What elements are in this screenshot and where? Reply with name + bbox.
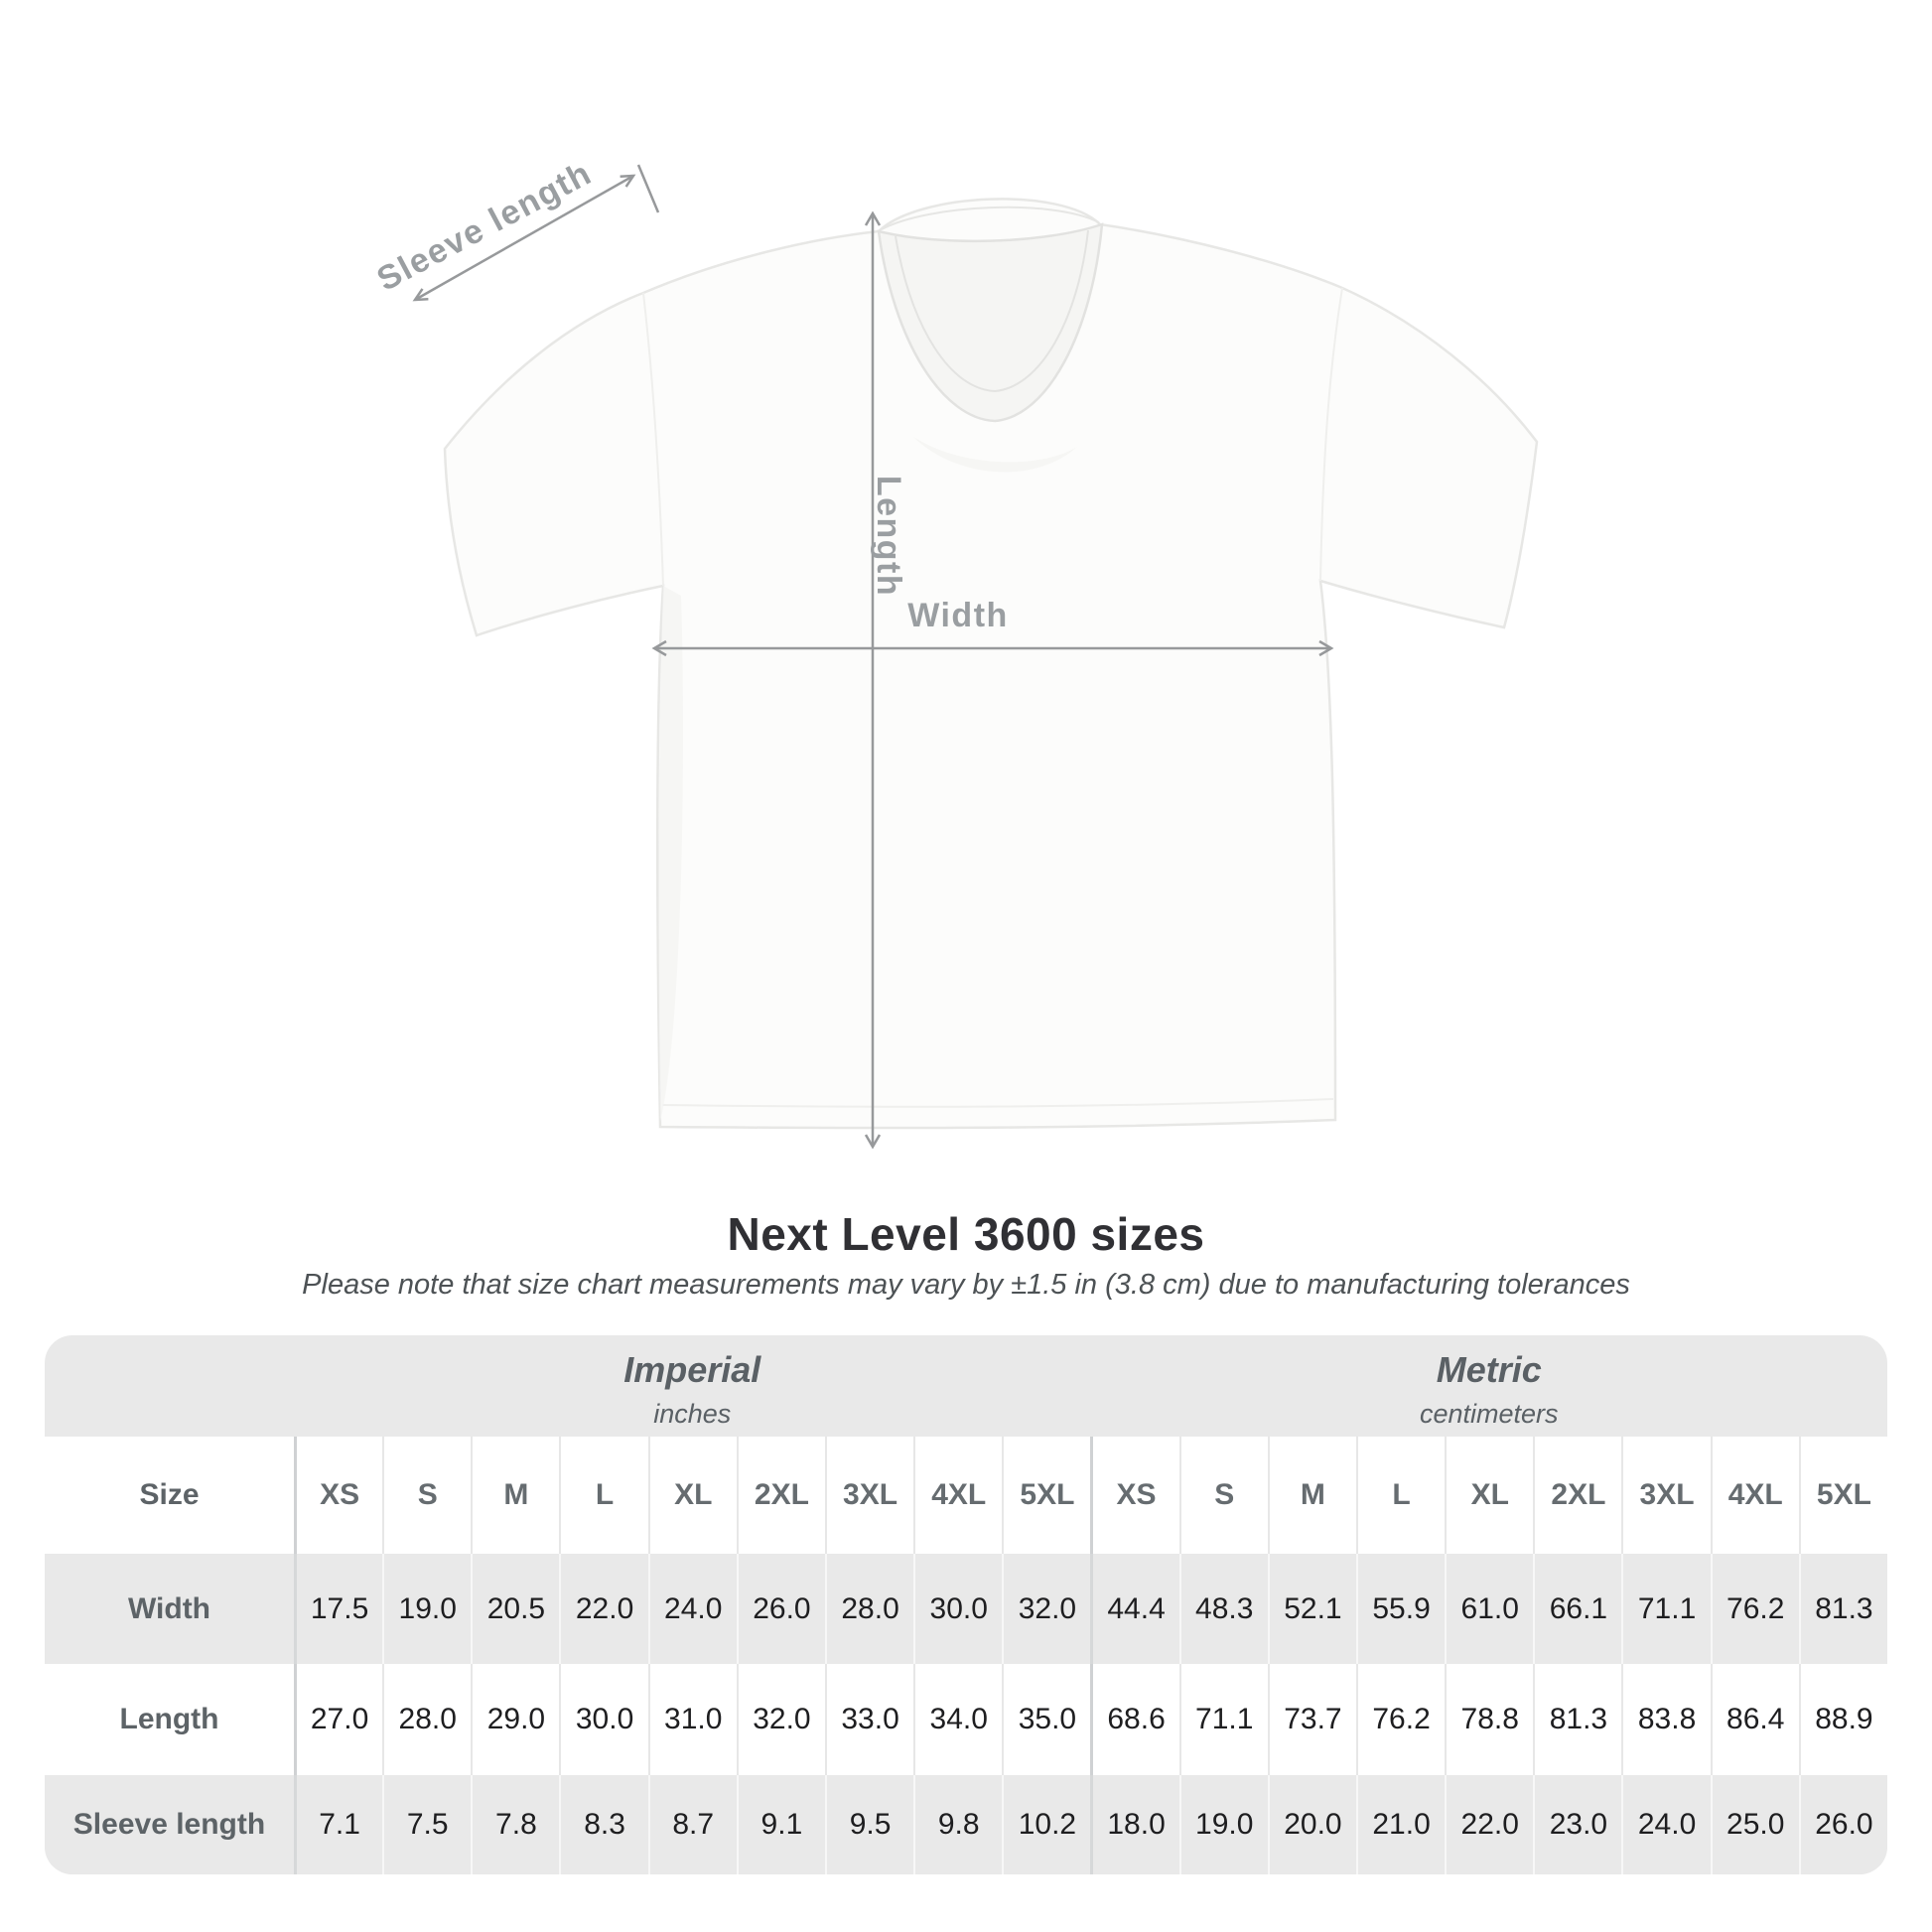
table-cell: 20.5 (471, 1554, 559, 1664)
table-cell: 48.3 (1179, 1554, 1268, 1664)
table-cell: 9.1 (737, 1775, 825, 1874)
table-cell: 23.0 (1533, 1775, 1621, 1874)
size-head-imperial-s: S (382, 1437, 471, 1554)
width-label: Width (907, 597, 1009, 634)
table-cell: 25.0 (1711, 1775, 1799, 1874)
table-cell: 71.1 (1179, 1664, 1268, 1775)
table-row-width (45, 1554, 1887, 1664)
table-cell: 20.0 (1268, 1775, 1356, 1874)
table-cell: 9.5 (825, 1775, 913, 1874)
tshirt-diagram-svg (357, 119, 1608, 1211)
size-head-imperial-l: L (559, 1437, 647, 1554)
unit-group-metric (1091, 1335, 1888, 1430)
row-label: Width (127, 1591, 211, 1625)
size-head-imperial-5xl: 5XL (1002, 1437, 1090, 1554)
table-cell: 21.0 (1356, 1775, 1445, 1874)
table-cell: 34.0 (913, 1664, 1002, 1775)
table-cell: 30.0 (559, 1664, 647, 1775)
table-cell: 19.0 (382, 1554, 471, 1664)
size-head-metric-4xl: 4XL (1711, 1437, 1799, 1554)
size-head-metric-3xl: 3XL (1621, 1437, 1710, 1554)
table-cell: 73.7 (1268, 1664, 1356, 1775)
size-head-metric-s: S (1179, 1437, 1268, 1554)
size-head-metric-xs: XS (1090, 1437, 1178, 1554)
table-cell: 26.0 (737, 1554, 825, 1664)
table-cell: 52.1 (1268, 1554, 1356, 1664)
table-cell: 22.0 (559, 1554, 647, 1664)
table-row-length (45, 1664, 1887, 1775)
table-cell: 18.0 (1090, 1775, 1178, 1874)
table-cell: 10.2 (1002, 1775, 1090, 1874)
size-chart-panel (45, 1335, 1887, 1874)
table-cell: 27.0 (294, 1664, 382, 1775)
table-cell: 24.0 (1621, 1775, 1710, 1874)
table-cell: 29.0 (471, 1664, 559, 1775)
size-head-imperial-m: M (471, 1437, 559, 1554)
table-cell: 86.4 (1711, 1664, 1799, 1775)
size-head-imperial-3xl: 3XL (825, 1437, 913, 1554)
table-cell: 7.5 (382, 1775, 471, 1874)
table-cell: 22.0 (1445, 1775, 1533, 1874)
table-row-sleeve-length (45, 1775, 1887, 1874)
table-cell: 76.2 (1711, 1554, 1799, 1664)
table-cell: 88.9 (1799, 1664, 1887, 1775)
table-cell: 28.0 (382, 1664, 471, 1775)
metric-unit: centimeters (1419, 1399, 1559, 1429)
table-cell: 31.0 (648, 1664, 737, 1775)
size-head-metric-m: M (1268, 1437, 1356, 1554)
table-cell: 28.0 (825, 1554, 913, 1664)
table-cell: 76.2 (1356, 1664, 1445, 1775)
row-label: Sleeve length (72, 1808, 266, 1841)
table-cell: 26.0 (1799, 1775, 1887, 1874)
size-head-metric-l: L (1356, 1437, 1445, 1554)
size-tolerance-note: Please note that size chart measurements may vary by ±1.5 in (3.8 cm) due to manufacturing tolerances (302, 1269, 1630, 1301)
size-head-imperial-xs: XS (294, 1437, 382, 1554)
table-cell: 78.8 (1445, 1664, 1533, 1775)
size-head-metric-5xl: 5XL (1799, 1437, 1887, 1554)
table-cell: 17.5 (294, 1554, 382, 1664)
sleeve-length-label: Sleeve length (370, 154, 599, 299)
table-cell: 32.0 (737, 1664, 825, 1775)
table-cell: 33.0 (825, 1664, 913, 1775)
imperial-heading: Imperial (623, 1349, 761, 1390)
table-cell: 30.0 (913, 1554, 1002, 1664)
table-cell: 19.0 (1179, 1775, 1268, 1874)
table-cell: 9.8 (913, 1775, 1002, 1874)
table-cell: 81.3 (1799, 1554, 1887, 1664)
table-cell: 35.0 (1002, 1664, 1090, 1775)
tshirt-illustration (445, 199, 1537, 1128)
size-table (45, 1437, 1887, 1874)
table-cell: 44.4 (1090, 1554, 1178, 1664)
size-column-heading: Size (139, 1478, 200, 1511)
table-cell: 61.0 (1445, 1554, 1533, 1664)
size-head-metric-2xl: 2XL (1533, 1437, 1621, 1554)
table-cell: 8.3 (559, 1775, 647, 1874)
table-cell: 68.6 (1090, 1664, 1178, 1775)
table-cell: 7.1 (294, 1775, 382, 1874)
table-cell: 7.8 (471, 1775, 559, 1874)
table-cell: 55.9 (1356, 1554, 1445, 1664)
row-label: Length (119, 1703, 219, 1735)
metric-heading: Metric (1436, 1349, 1542, 1390)
page-title: Next Level 3600 sizes (727, 1208, 1205, 1260)
table-cell: 83.8 (1621, 1664, 1710, 1775)
table-cell: 71.1 (1621, 1554, 1710, 1664)
table-cell: 24.0 (648, 1554, 737, 1664)
table-cell: 66.1 (1533, 1554, 1621, 1664)
size-head-metric-xl: XL (1445, 1437, 1533, 1554)
unit-group-imperial (294, 1335, 1091, 1430)
size-head-imperial-4xl: 4XL (913, 1437, 1002, 1554)
unit-header-row (45, 1335, 1887, 1437)
table-cell: 8.7 (648, 1775, 737, 1874)
tshirt-diagram (357, 119, 1608, 1211)
table-cell: 81.3 (1533, 1664, 1621, 1775)
imperial-unit: inches (653, 1399, 732, 1429)
length-label: Length (870, 475, 907, 598)
table-cell: 32.0 (1002, 1554, 1090, 1664)
size-header-row (45, 1437, 1887, 1554)
dimension-tick (638, 165, 658, 212)
size-head-imperial-2xl: 2XL (737, 1437, 825, 1554)
size-head-imperial-xl: XL (648, 1437, 737, 1554)
